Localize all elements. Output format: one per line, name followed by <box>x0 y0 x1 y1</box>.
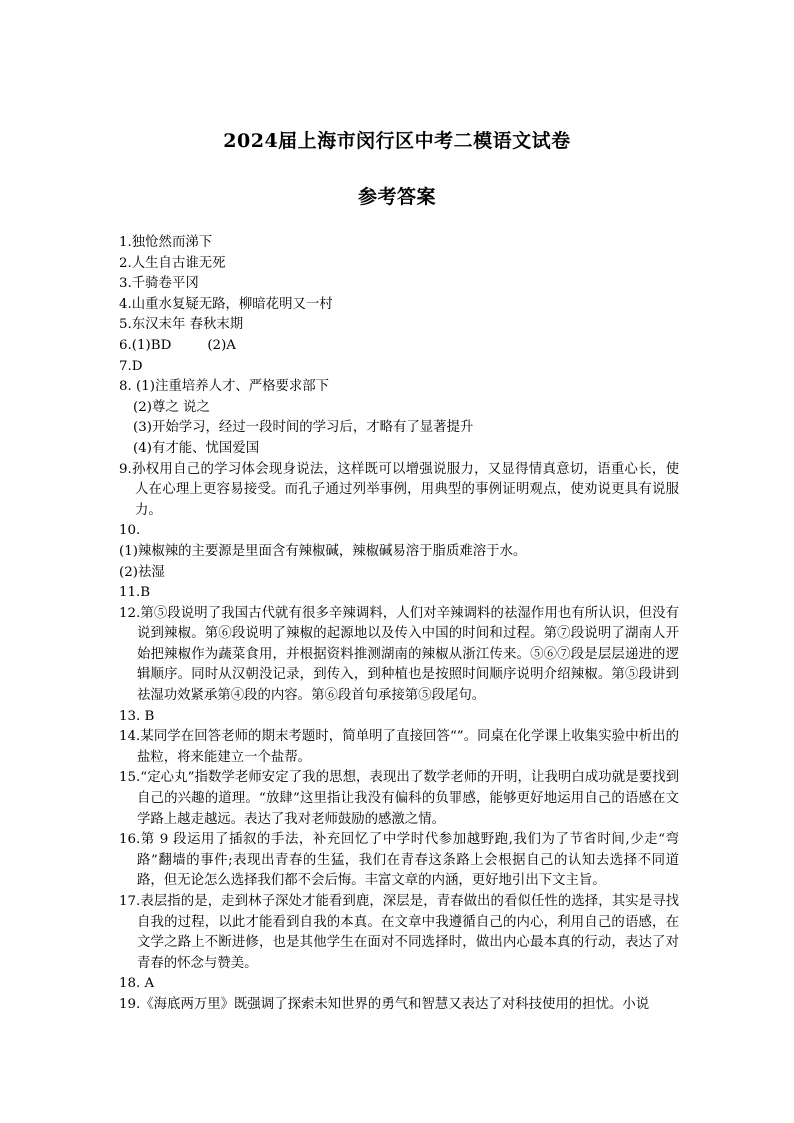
answer-18: 18. A <box>119 976 155 992</box>
answer-13: 13. B <box>119 708 155 724</box>
answer-15: 15.“定心丸”指数学老师安定了我的思想，表现出了数学老师的开明，让我明白成功就是要找到自己的兴趣的道理。“放肆”这里指让我没有偏科的负罪感，能够更好地运用自己的语感在文学路上越走越远。表达了我对老师鼓励的感激之情。 <box>119 770 679 827</box>
answer-10-part-1: (1)辣椒辣的主要源是里面含有辣椒碱，辣椒碱易溶于脂质难溶于水。 <box>119 543 527 559</box>
answer-1: 1.独怆然而涕下 <box>119 235 213 250</box>
answer-8-part-3: (3)开始学习，经过一段时间的学习后，才略有了显著提升 <box>133 420 474 436</box>
answer-6-part-1: 6.(1)BD <box>119 337 172 353</box>
answer-4: 4.山重水复疑无路，柳暗花明又一村 <box>119 296 333 312</box>
answer-19: 19.《海底两万里》既强调了探索未知世界的勇气和智慧又表达了对科技使用的担忧。小说 <box>119 996 650 1012</box>
answer-16: 16.第 9 段运用了插叙的手法，补充回忆了中学时代参加越野跑,我们为了节省时间,少走“弯路”翻墙的事件;表现出青春的生猛，我们在青春这条路上会根据自己的认知去选择不同道路，但无论怎么选择我们都不会后悔。丰富文章的内涵，更好地引出下文主旨。 <box>119 832 679 889</box>
answer-17: 17.表层指的是，走到林子深处才能看到鹿，深层是，青春做出的看似任性的选择，其实是寻找自我的过程，以此才能看到自我的本真。在文章中我遵循自己的内心，利用自己的语感，在文学之路上不断进修，也是其他学生在面对不同选择时，做出内心最本真的行动，表达了对青春的怀念与赞美。 <box>119 894 679 971</box>
answer-7: 7.D <box>119 358 143 374</box>
answer-10: 10. <box>119 523 141 539</box>
answer-12: 12.第⑤段说明了我国古代就有很多辛辣调料，人们对辛辣调料的祛湿作用也有所认识，但没有说到辣椒。第⑥段说明了辣椒的起源地以及传入中国的时间和过程。第⑦段说明了湖南人开始把辣椒作为蔬菜食用，并根据资料推测湖南的辣椒从浙江传来。⑤⑥⑦段是层层递进的逻辑顺序。同时从汉朝没记录，到传入，到种植也是按照时间顺序说明介绍辣椒。第⑤段讲到祛湿功效紧承第④段的内容。第⑥段首句承接第⑤段尾句。 <box>119 605 679 704</box>
answer-6-part-2: (2)A <box>207 337 236 353</box>
section-title: 参考答案 <box>357 186 436 208</box>
answer-list <box>119 233 679 1016</box>
answer-3: 3.千骑卷平冈 <box>119 276 199 292</box>
answer-11: 11.B <box>119 585 151 601</box>
answer-9: 9.孙权用自己的学习体会现身说法，这样既可以增强说服力，又显得情真意切，语重心长，使人在心理上更容易接受。而孔子通过列举事例，用典型的事例证明观点，使劝说更具有说服力。 <box>119 461 679 518</box>
answer-8-part-2: (2)尊之 说之 <box>133 399 210 415</box>
answer-6 <box>119 336 679 357</box>
answer-2: 2.人生自古谁无死 <box>119 255 226 271</box>
answer-8-part-1: 8. (1)注重培养人才、严格要求部下 <box>119 379 330 395</box>
answer-8-part-4: (4)有才能、忧国爱国 <box>133 440 260 456</box>
answer-10-part-2: (2)祛湿 <box>119 564 165 580</box>
answer-5: 5.东汉末年 春秋末期 <box>119 317 244 333</box>
answer-14: 14.某同学在回答老师的期末考题时，简单明了直接回答“”。同桌在化学课上收集实验中析出的盐粒，将来能建立一个盐帮。 <box>119 729 679 765</box>
exam-title: 2024届上海市闵行区中考二模语文试卷 <box>223 130 571 152</box>
